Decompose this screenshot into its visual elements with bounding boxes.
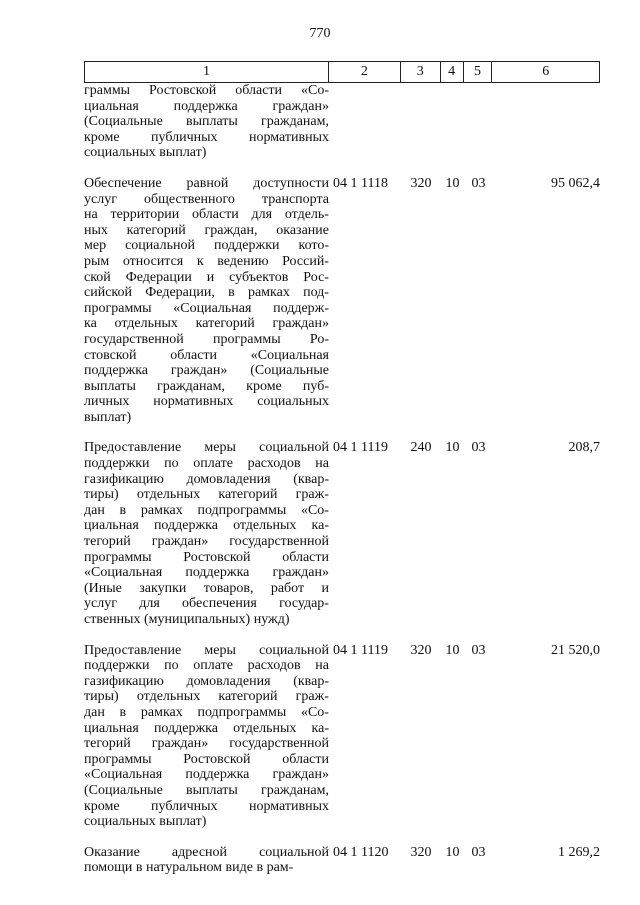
description-line: «Социальная поддержка граждан»: [84, 767, 329, 783]
amount: 208,7: [568, 440, 600, 456]
description-line: тиры) отдельных категорий граж-: [84, 689, 329, 705]
description-line: выплаты гражданам, кроме пуб-: [84, 378, 329, 394]
description-line: ных категорий граждан, оказание: [84, 222, 329, 238]
budget-code: 04 1 1118: [333, 175, 388, 191]
description-line: «Социальная поддержка граждан»: [84, 565, 329, 581]
description-line: тегорий граждан» государственной: [84, 736, 329, 752]
budget-code: [329, 83, 401, 161]
description-line: выплат): [84, 409, 132, 425]
budget-code: 04 1 1119: [333, 440, 388, 456]
table-row: [84, 845, 600, 876]
description-line: социальных выплат): [84, 814, 207, 830]
description-line: программы Ростовской области: [84, 549, 329, 565]
expense-type: 320: [410, 844, 432, 860]
description-line: услуг общественного транспорта: [84, 191, 329, 207]
description-line: граммы Ростовской области «Со-: [84, 83, 329, 98]
expense-type: 240: [410, 440, 432, 456]
description-line: Оказание адресной социальной: [84, 844, 329, 860]
section: 10: [445, 642, 460, 658]
page-number: 770: [309, 26, 331, 41]
table-row: [84, 83, 600, 161]
header-cell-2: 2: [329, 62, 401, 82]
table-row: [84, 440, 600, 627]
subsection: [464, 83, 493, 161]
amount: 21 520,0: [551, 642, 600, 658]
description-line: Обеспечение равной доступности: [84, 175, 329, 191]
subsection: 03: [471, 175, 486, 191]
expense-type: [401, 83, 441, 161]
description-line: газификацию домовладения (квар-: [84, 471, 329, 487]
description-line: на территории области для отдель-: [84, 207, 329, 223]
header-cell-5: 5: [464, 62, 493, 82]
description-line: поддержка граждан» (Социальные: [84, 363, 329, 379]
header-cell-3: 3: [401, 62, 441, 82]
header-cell-6: 6: [542, 64, 550, 79]
table-row: [84, 176, 600, 426]
description-line: Предоставление меры социальной: [84, 642, 329, 658]
description-line: (Социальные выплаты гражданам,: [84, 782, 329, 798]
header-cell-4: 4: [441, 62, 464, 82]
row-description: [84, 83, 329, 161]
table-row: [84, 643, 600, 830]
description-line: государственной программы Ро-: [84, 331, 329, 347]
description-line: ской Федерации и субъектов Рос-: [84, 269, 329, 285]
description-line: ственных (муниципальных) нужд): [84, 612, 290, 627]
row-description: [84, 643, 329, 830]
description-line: (Иные закупки товаров, работ и: [84, 580, 329, 596]
description-line: услуг для обеспечения государ-: [84, 596, 329, 612]
description-line: кроме публичных нормативных: [84, 129, 329, 145]
description-line: кроме публичных нормативных: [84, 798, 329, 814]
budget-code: 04 1 1119: [333, 642, 388, 658]
row-description: [84, 176, 329, 426]
description-line: газификацию домовладения (квар-: [84, 673, 329, 689]
subsection: 03: [471, 642, 486, 658]
subsection: 03: [471, 844, 486, 860]
description-line: мер социальной поддержки кото-: [84, 238, 329, 254]
amount: 1 269,2: [558, 844, 600, 860]
description-line: стовской области «Социальная: [84, 347, 329, 363]
description-line: циальная поддержка отдельных ка-: [84, 720, 329, 736]
amount: [493, 83, 600, 161]
description-line: (Социальные выплаты гражданам,: [84, 114, 329, 130]
description-line: тегорий граждан» государственной: [84, 534, 329, 550]
expense-type: 320: [410, 175, 432, 191]
row-description: [84, 440, 329, 627]
row-description: [84, 845, 329, 876]
description-line: личных нормативных социальных: [84, 394, 329, 410]
description-line: сийской Федерации, в рамках под-: [84, 285, 329, 301]
description-line: программы «Социальная поддерж-: [84, 300, 329, 316]
description-line: рым относится к ведению Россий-: [84, 253, 329, 269]
budget-code: 04 1 1120: [333, 844, 389, 860]
section: 10: [445, 844, 460, 860]
description-line: программы Ростовской области: [84, 751, 329, 767]
description-line: дан в рамках подпрограммы «Со-: [84, 704, 329, 720]
description-line: ка отдельных категорий граждан»: [84, 316, 329, 332]
section: 10: [445, 175, 460, 191]
table-header: [84, 61, 600, 83]
description-line: поддержки по оплате расходов на: [84, 658, 329, 674]
section: [441, 83, 464, 161]
description-line: циальная поддержка отдельных ка-: [84, 518, 329, 534]
table-body: [84, 83, 600, 876]
header-cell-1: 1: [85, 62, 329, 82]
amount: 95 062,4: [551, 175, 600, 191]
expense-type: 320: [410, 642, 432, 658]
description-line: дан в рамках подпрограммы «Со-: [84, 502, 329, 518]
section: 10: [445, 440, 460, 456]
description-line: Предоставление меры социальной: [84, 440, 329, 456]
subsection: 03: [471, 440, 486, 456]
description-line: поддержки по оплате расходов на: [84, 456, 329, 472]
description-line: циальная поддержка граждан»: [84, 98, 329, 114]
description-line: социальных выплат): [84, 145, 207, 161]
description-line: помощи в натуральном виде в рам-: [84, 860, 294, 876]
description-line: тиры) отдельных категорий граж-: [84, 487, 329, 503]
